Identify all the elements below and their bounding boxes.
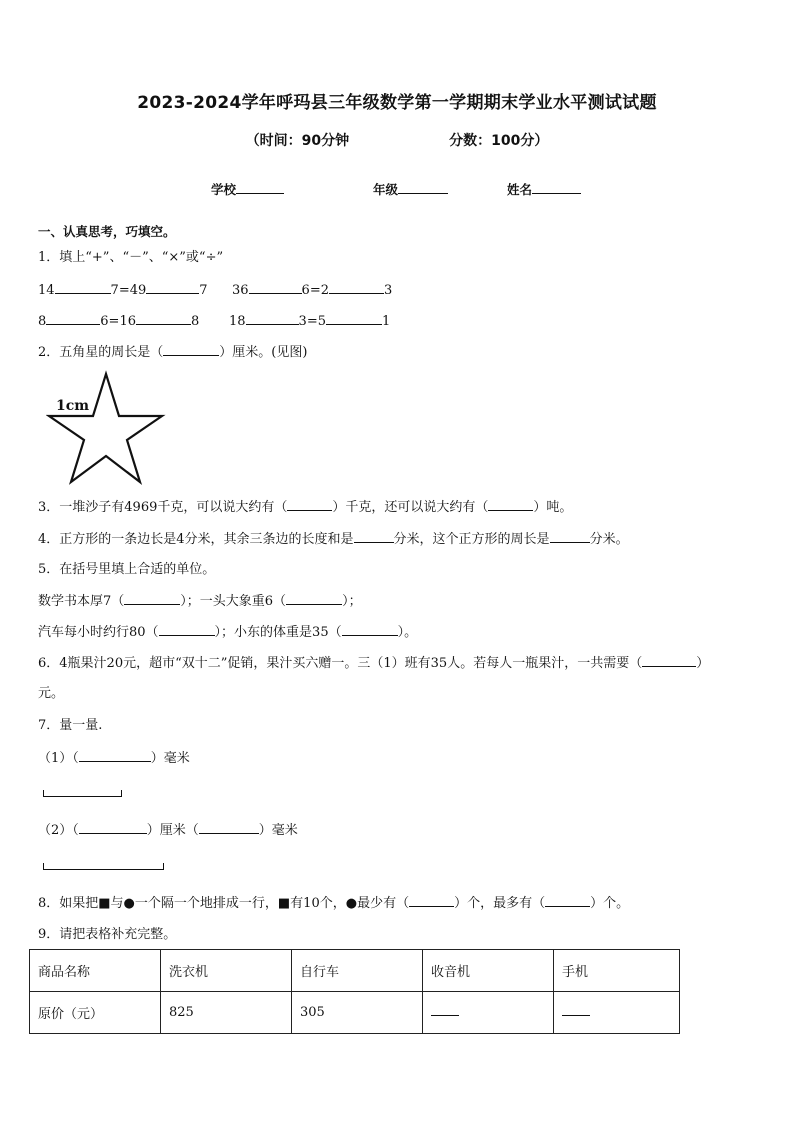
q7-part2: （2）（ ）厘米（ ）毫米 <box>38 823 298 838</box>
star-icon <box>46 370 166 486</box>
q1-row1b: 36 6=2 3 <box>232 283 393 298</box>
grade-field[interactable]: 年级 <box>373 180 448 198</box>
answer-blank[interactable] <box>249 281 302 294</box>
page-title: 2023-2024学年呼玛县三年级数学第一学期期末学业水平测试试题 <box>137 93 657 113</box>
table-cell: 手机 <box>554 950 680 992</box>
section-heading: 一、认真思考，巧填空。 <box>38 224 176 239</box>
table-cell: 原价（元） <box>30 992 161 1034</box>
table-cell: 825 <box>161 992 292 1034</box>
q7-prompt: 7．量一量. <box>38 718 103 733</box>
answer-blank[interactable] <box>136 312 191 325</box>
table-cell: 自行车 <box>292 950 423 992</box>
q5-line2: 汽车每小时约行80（ ）；小东的体重是35（ ）。 <box>38 625 418 640</box>
time-label: （时间：90分钟 <box>245 133 350 149</box>
answer-blank[interactable] <box>199 821 259 834</box>
answer-blank[interactable] <box>286 592 342 605</box>
q8: 8．如果把■与●一个隔一个地排成一行，■有10个，●最少有（ ）个，最多有（ ）个。 <box>38 896 630 911</box>
measure-segment-1 <box>43 790 122 797</box>
answer-blank[interactable] <box>287 498 332 511</box>
q5-prompt: 5．在括号里填上合适的单位。 <box>38 562 216 577</box>
answer-blank[interactable] <box>79 821 147 834</box>
school-field[interactable]: 学校 <box>211 180 284 198</box>
table-cell: 收音机 <box>423 950 554 992</box>
table-cell-blank[interactable] <box>423 992 554 1034</box>
exam-meta <box>0 130 794 150</box>
answer-blank[interactable] <box>550 530 590 543</box>
q6: 6．4瓶果汁20元，超市“双十二”促销，果汁买六赠一。三（1）班有35人。若每人一瓶果汁，一共需要（ ） <box>38 656 710 671</box>
q1-row2b: 18 3=5 1 <box>229 314 391 329</box>
answer-blank[interactable] <box>146 281 199 294</box>
q4: 4．正方形的一条边长是4分米，其余三条边的长度和是 分米，这个正方形的周长是 分米。 <box>38 532 629 547</box>
answer-blank[interactable] <box>246 312 299 325</box>
answer-blank[interactable] <box>79 749 151 762</box>
q7-part1: （1）（ ）毫米 <box>38 751 190 766</box>
answer-blank[interactable] <box>342 623 398 636</box>
table-cell: 商品名称 <box>30 950 161 992</box>
q1-prompt: 1．填上“+”、“－”、“×”或“÷” <box>38 250 224 265</box>
table-cell: 305 <box>292 992 423 1034</box>
answer-blank[interactable] <box>55 281 111 294</box>
q1-row2: 8 6=16 8 <box>38 314 200 329</box>
answer-blank[interactable] <box>354 530 394 543</box>
price-table <box>29 949 680 1034</box>
table-header-row <box>30 950 680 992</box>
q1-row1: 14 7=49 7 <box>38 283 208 298</box>
q9-prompt: 9．请把表格补充完整。 <box>38 927 177 942</box>
answer-blank[interactable] <box>488 498 533 511</box>
q6-cont: 元。 <box>38 686 65 701</box>
answer-blank[interactable] <box>329 281 384 294</box>
answer-blank[interactable] <box>642 654 696 667</box>
q3: 3．一堆沙子有4969千克，可以说大约有（ ）千克，还可以说大约有（ ）吨。 <box>38 500 573 515</box>
answer-blank[interactable] <box>326 312 382 325</box>
answer-blank[interactable] <box>545 894 590 907</box>
answer-blank[interactable] <box>163 343 219 356</box>
answer-blank[interactable] <box>124 592 180 605</box>
table-cell: 洗衣机 <box>161 950 292 992</box>
answer-blank[interactable] <box>46 312 100 325</box>
name-field[interactable]: 姓名 <box>507 180 581 198</box>
answer-blank[interactable] <box>409 894 454 907</box>
answer-blank[interactable] <box>159 623 215 636</box>
table-cell-blank[interactable] <box>554 992 680 1034</box>
score-label: 分数：100分） <box>449 133 549 149</box>
star-figure <box>46 370 166 486</box>
table-row <box>30 992 680 1034</box>
measure-segment-2 <box>43 863 164 870</box>
q2-prompt: 2．五角星的周长是（ ）厘米。(见图) <box>38 345 308 360</box>
star-side-label: 1cm <box>56 398 90 414</box>
q5-line1: 数学书本厚7（ ）；一头大象重6（ ）； <box>38 594 362 609</box>
